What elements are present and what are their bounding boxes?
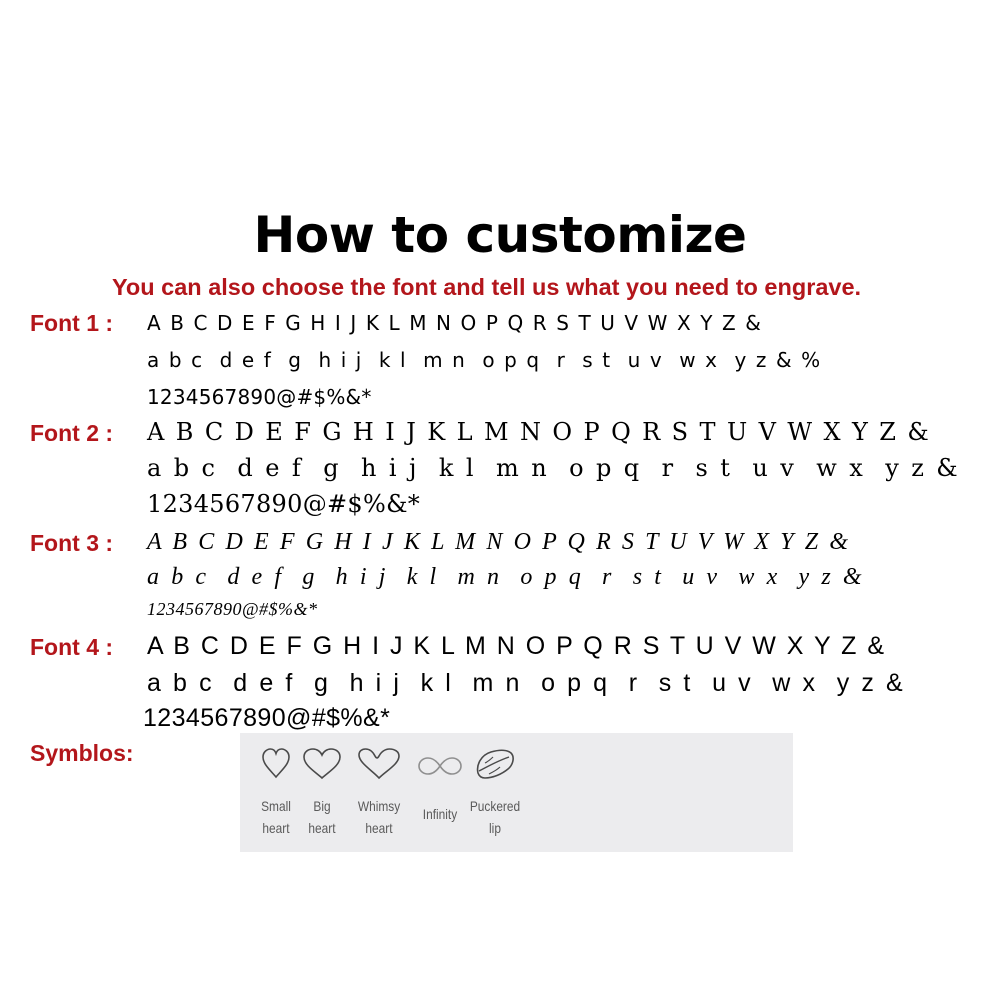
symbol-whimsy-heart	[349, 747, 409, 839]
font-3-uppercase-sample: A B C D E F G H I J K L M N O P Q R S T U V W X Y Z &	[147, 529, 851, 555]
symbol-big-heart-label-line1: Big	[313, 798, 331, 814]
symbol-infinity	[410, 755, 470, 825]
font-2-label: Font 2 :	[30, 420, 114, 446]
symbol-puckered-lip-label-line1: Puckered	[469, 798, 521, 814]
font-2-uppercase-sample: A B C D E F G H I J K L M N O P Q R S T U V W X Y Z &	[147, 418, 931, 446]
font-3-numbers-sample: 1234567890@#$%&*	[147, 599, 318, 619]
big-heart-icon	[302, 747, 342, 781]
symbol-whimsy-heart-label-line1: Whimsy	[357, 798, 401, 814]
infinity-icon	[416, 755, 464, 777]
font-1-numbers-sample: 1234567890@#$%&*	[147, 385, 372, 409]
small-heart-icon	[260, 747, 292, 781]
symbol-small-heart-label-line2: heart	[262, 820, 290, 836]
font-2-lowercase-sample: a b c d e f g h i j k l m n o p q r s t u v w x y z &	[147, 454, 961, 482]
symbol-puckered-lip-label-line2: lip	[489, 820, 501, 836]
symbol-whimsy-heart-label-line2: heart	[365, 820, 393, 836]
font-1-label: Font 1 :	[30, 310, 114, 336]
font-3-lowercase-sample: a b c d e f g h i j k l m n o p q r s t u v w x y z &	[147, 564, 865, 590]
page-title: How to customize	[253, 206, 747, 264]
font-4-lowercase-sample: a b c d e f g h i j k l m n o p q r s t u v w x y z &	[147, 669, 906, 697]
symbols-panel	[240, 733, 793, 852]
font-4-uppercase-sample: A B C D E F G H I J K L M N O P Q R S T U V W X Y Z &	[147, 632, 887, 660]
font-2-numbers-sample: 1234567890@#$%&*	[147, 490, 421, 518]
font-3-label: Font 3 :	[30, 530, 114, 556]
symbols-label: Symblos:	[30, 740, 134, 766]
font-4-numbers-sample: 1234567890@#$%&*	[143, 704, 391, 732]
symbol-big-heart	[292, 747, 352, 839]
page-subtitle: You can also choose the font and tell us what you need to engrave.	[112, 274, 862, 300]
font-1-uppercase-sample: A B C D E F G H I J K L M N O P Q R S T U V W X Y Z &	[147, 311, 763, 335]
symbol-big-heart-label-line2: heart	[308, 820, 336, 836]
font-4-label: Font 4 :	[30, 634, 114, 660]
font-1-lowercase-sample: a b c d e f g h i j k l m n o p q r s t u v w x y z & %	[147, 348, 822, 372]
puckered-lip-icon	[473, 747, 517, 783]
symbol-small-heart-label-line1: Small	[261, 798, 291, 814]
symbol-infinity-label-line1: Infinity	[422, 806, 458, 822]
whimsy-heart-icon	[356, 747, 402, 781]
symbol-puckered-lip	[465, 747, 525, 839]
